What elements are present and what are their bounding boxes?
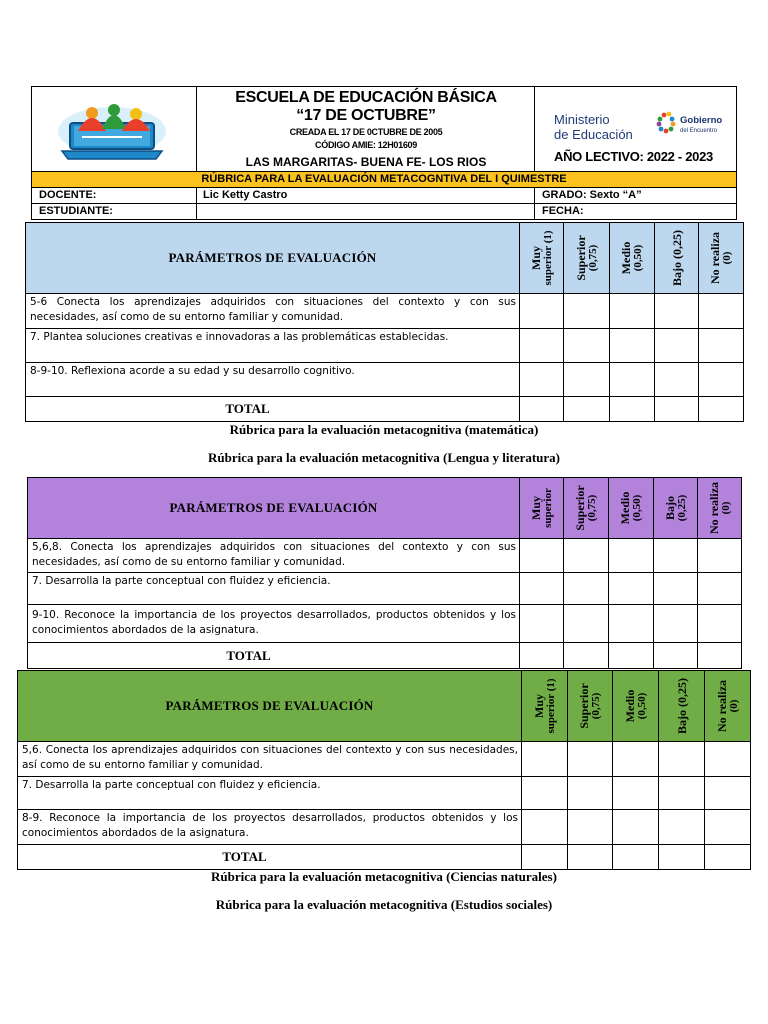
parameters-header: PARÁMETROS DE EVALUACIÓN	[18, 671, 522, 742]
col-main: Bajo (0,25)	[669, 230, 684, 286]
score-cell[interactable]	[564, 539, 609, 573]
docente-label: DOCENTE:	[39, 189, 97, 201]
score-cell[interactable]	[568, 742, 613, 777]
col-sub: (0,75)	[586, 244, 599, 272]
col-main: Superior	[577, 683, 591, 729]
total-cell[interactable]	[699, 397, 744, 422]
score-cell[interactable]	[705, 810, 751, 845]
ministry-line1: Ministerio	[554, 112, 610, 127]
gobierno-line1: Gobierno	[680, 115, 723, 126]
col-sub: (0,25)	[675, 494, 688, 522]
col-main: Muy	[528, 246, 543, 271]
col-no-realiza	[698, 478, 742, 539]
score-cell[interactable]	[655, 329, 699, 363]
criterion-cell: 8-9-10. Reflexiona acorde a su edad y su desarrollo cognitivo.	[26, 363, 520, 397]
col-superior	[564, 478, 609, 539]
school-location: LAS MARGARITAS- BUENA FE- LOS RIOS	[245, 155, 487, 169]
total-cell[interactable]	[522, 845, 568, 870]
score-cell[interactable]	[610, 329, 655, 363]
col-main: No realiza	[714, 679, 729, 733]
total-cell[interactable]	[654, 643, 698, 669]
criterion-cell: 7. Desarrolla la parte conceptual con fluidez y eficiencia.	[28, 573, 520, 605]
ministry-name	[554, 112, 633, 142]
col-sub: (0,75)	[586, 494, 598, 522]
col-main: Muy	[531, 694, 546, 719]
docente-value: Lic Ketty Castro	[203, 189, 288, 201]
header-divider-left	[196, 87, 197, 171]
score-cell[interactable]	[613, 810, 659, 845]
col-sub: (0,50)	[631, 494, 643, 522]
score-cell[interactable]	[564, 329, 610, 363]
col-main: Superior	[573, 235, 588, 281]
col-muy-superior	[520, 223, 564, 294]
col-sub: (0,75)	[590, 692, 602, 720]
grado-value: GRADO: Sexto “A”	[542, 189, 642, 201]
score-cell[interactable]	[609, 573, 654, 605]
rubric-title-band: RÚBRICA PARA LA EVALUACIÓN METACOGNTIVA DEL I QUIMESTRE	[31, 172, 737, 188]
col-main: No realiza	[706, 481, 721, 535]
col-main: Medio	[618, 491, 632, 525]
col-sub: (0,50)	[632, 244, 644, 272]
caption-sociales: Rúbrica para la evaluación metacognitiva (Estudios sociales)	[215, 897, 553, 912]
score-cell[interactable]	[522, 777, 568, 810]
score-cell[interactable]	[568, 777, 613, 810]
col-bajo	[659, 671, 705, 742]
total-cell[interactable]	[564, 643, 609, 669]
col-medio	[613, 671, 659, 742]
rubric-table-lengua	[27, 477, 742, 669]
score-cell[interactable]	[698, 573, 742, 605]
col-main: Superior	[573, 485, 587, 531]
school-year: AÑO LECTIVO: 2022 - 2023	[554, 149, 713, 164]
total-cell[interactable]	[520, 643, 564, 669]
col-sub: (0)	[721, 251, 733, 265]
rubric-table-ciencias	[17, 670, 751, 870]
score-cell[interactable]	[520, 605, 564, 643]
col-superior	[568, 671, 613, 742]
col-main: Medio	[619, 241, 633, 275]
total-cell[interactable]	[698, 643, 742, 669]
score-cell[interactable]	[610, 294, 655, 329]
score-cell[interactable]	[659, 742, 705, 777]
col-sub: superior (1)	[541, 230, 554, 286]
col-bajo	[654, 478, 698, 539]
score-cell[interactable]	[698, 539, 742, 573]
col-main: Medio	[622, 689, 637, 723]
info-divider	[196, 204, 197, 219]
caption-ciencias: Rúbrica para la evaluación metacognitiva (Ciencias naturales)	[211, 869, 557, 884]
score-cell[interactable]	[654, 573, 698, 605]
estudiante-label: ESTUDIANTE:	[39, 205, 113, 217]
score-cell[interactable]	[699, 363, 744, 397]
col-muy-superior	[520, 478, 564, 539]
score-cell[interactable]	[705, 742, 751, 777]
criterion-cell: 8-9. Reconoce la importancia de los proyectos desarrollados, productos obtenidos y los conocimientos abordados de la asignatura.	[18, 810, 522, 845]
score-cell[interactable]	[522, 742, 568, 777]
score-cell[interactable]	[613, 742, 659, 777]
score-cell[interactable]	[609, 605, 654, 643]
total-cell[interactable]	[613, 845, 659, 870]
criterion-cell: 9-10. Reconoce la importancia de los proyectos desarrollados, productos obtenidos y los conocimientos abordados de la asignatura.	[28, 605, 520, 643]
gobierno-line2: del Encuentro	[680, 128, 718, 134]
total-cell[interactable]	[609, 643, 654, 669]
school-name-line1: ESCUELA DE EDUCACIÓN BÁSICA	[235, 89, 497, 106]
criterion-cell: 5,6. Conecta los aprendizajes adquiridos con situaciones del contexto y con sus necesidades, así como de su entorno familiar y comunidad.	[18, 742, 522, 777]
total-label: TOTAL	[18, 845, 522, 870]
score-cell[interactable]	[655, 294, 699, 329]
score-cell[interactable]	[659, 777, 705, 810]
score-cell[interactable]	[564, 363, 610, 397]
score-cell[interactable]	[699, 294, 744, 329]
score-cell[interactable]	[705, 777, 751, 810]
school-name-line2: “17 DE OCTUBRE”	[296, 107, 436, 124]
score-cell[interactable]	[564, 294, 610, 329]
col-muy-superior	[522, 671, 568, 742]
score-cell[interactable]	[520, 539, 564, 573]
total-cell[interactable]	[610, 397, 655, 422]
total-cell[interactable]	[564, 397, 610, 422]
score-cell[interactable]	[520, 573, 564, 605]
criterion-cell: 7. Plantea soluciones creativas e innovadoras a las problemáticas establecidas.	[26, 329, 520, 363]
ministry-line2: de Educación	[554, 127, 633, 142]
info-divider	[196, 188, 197, 203]
col-bajo	[655, 223, 699, 294]
col-medio	[610, 223, 655, 294]
col-main: Bajo (0,25)	[674, 678, 689, 734]
score-cell[interactable]	[610, 363, 655, 397]
criterion-cell: 7. Desarrolla la parte conceptual con fluidez y eficiencia.	[18, 777, 522, 810]
col-superior	[564, 223, 610, 294]
col-main: No realiza	[708, 231, 722, 285]
score-cell[interactable]	[698, 605, 742, 643]
gobierno-name	[680, 116, 722, 136]
total-cell[interactable]	[568, 845, 613, 870]
score-cell[interactable]	[520, 363, 564, 397]
col-sub: (0,50)	[635, 692, 648, 720]
col-no-realiza	[699, 223, 744, 294]
rubric-table-math	[25, 222, 744, 422]
school-logo	[52, 101, 172, 163]
score-cell[interactable]	[659, 810, 705, 845]
score-cell[interactable]	[564, 605, 609, 643]
score-cell[interactable]	[522, 810, 568, 845]
parameters-header: PARÁMETROS DE EVALUACIÓN	[28, 478, 520, 539]
col-sub: (0)	[727, 699, 740, 713]
col-no-realiza	[705, 671, 751, 742]
caption-lengua: Rúbrica para la evaluación metacognitiva (Lengua y literatura)	[207, 450, 561, 465]
col-main: Bajo	[662, 496, 677, 521]
score-cell[interactable]	[520, 329, 564, 363]
info-divider	[534, 204, 535, 219]
score-cell[interactable]	[568, 810, 613, 845]
fecha-label: FECHA:	[542, 205, 584, 217]
total-label: TOTAL	[26, 397, 520, 422]
score-cell[interactable]	[609, 539, 654, 573]
header-divider-right	[534, 87, 535, 171]
score-cell[interactable]	[655, 363, 699, 397]
total-cell[interactable]	[520, 397, 564, 422]
total-cell[interactable]	[705, 845, 751, 870]
total-cell[interactable]	[659, 845, 705, 870]
docente-row	[31, 188, 737, 204]
total-label: TOTAL	[28, 643, 520, 669]
criterion-cell: 5,6,8. Conecta los aprendizajes adquiridos con situaciones del contexto y con sus necesidades, así como de su entorno familiar y comunidad.	[28, 539, 520, 573]
score-cell[interactable]	[520, 294, 564, 329]
col-sub: superior (1)	[544, 678, 557, 734]
school-header	[31, 86, 737, 172]
score-cell[interactable]	[699, 329, 744, 363]
total-cell[interactable]	[655, 397, 699, 422]
col-sub: superior	[541, 488, 554, 528]
info-divider	[534, 188, 535, 203]
score-cell[interactable]	[654, 605, 698, 643]
score-cell[interactable]	[564, 573, 609, 605]
score-cell[interactable]	[654, 539, 698, 573]
col-medio	[609, 478, 654, 539]
col-main: Muy	[528, 496, 543, 521]
col-sub: (0)	[719, 501, 732, 515]
school-creation-date: CREADA EL 17 DE 0CTUBRE DE 2005	[289, 127, 443, 137]
school-amie-code: CÓDIGO AMIE: 12H01609	[315, 140, 417, 150]
estudiante-row	[31, 204, 737, 220]
parameters-header: PARÁMETROS DE EVALUACIÓN	[26, 223, 520, 294]
caption-matematica: Rúbrica para la evaluación metacognitiva (matemática)	[229, 422, 539, 437]
criterion-cell: 5-6 Conecta los aprendizajes adquiridos con situaciones del contexto y con sus necesidades, así como de su entorno familiar y comunidad.	[26, 294, 520, 329]
score-cell[interactable]	[613, 777, 659, 810]
